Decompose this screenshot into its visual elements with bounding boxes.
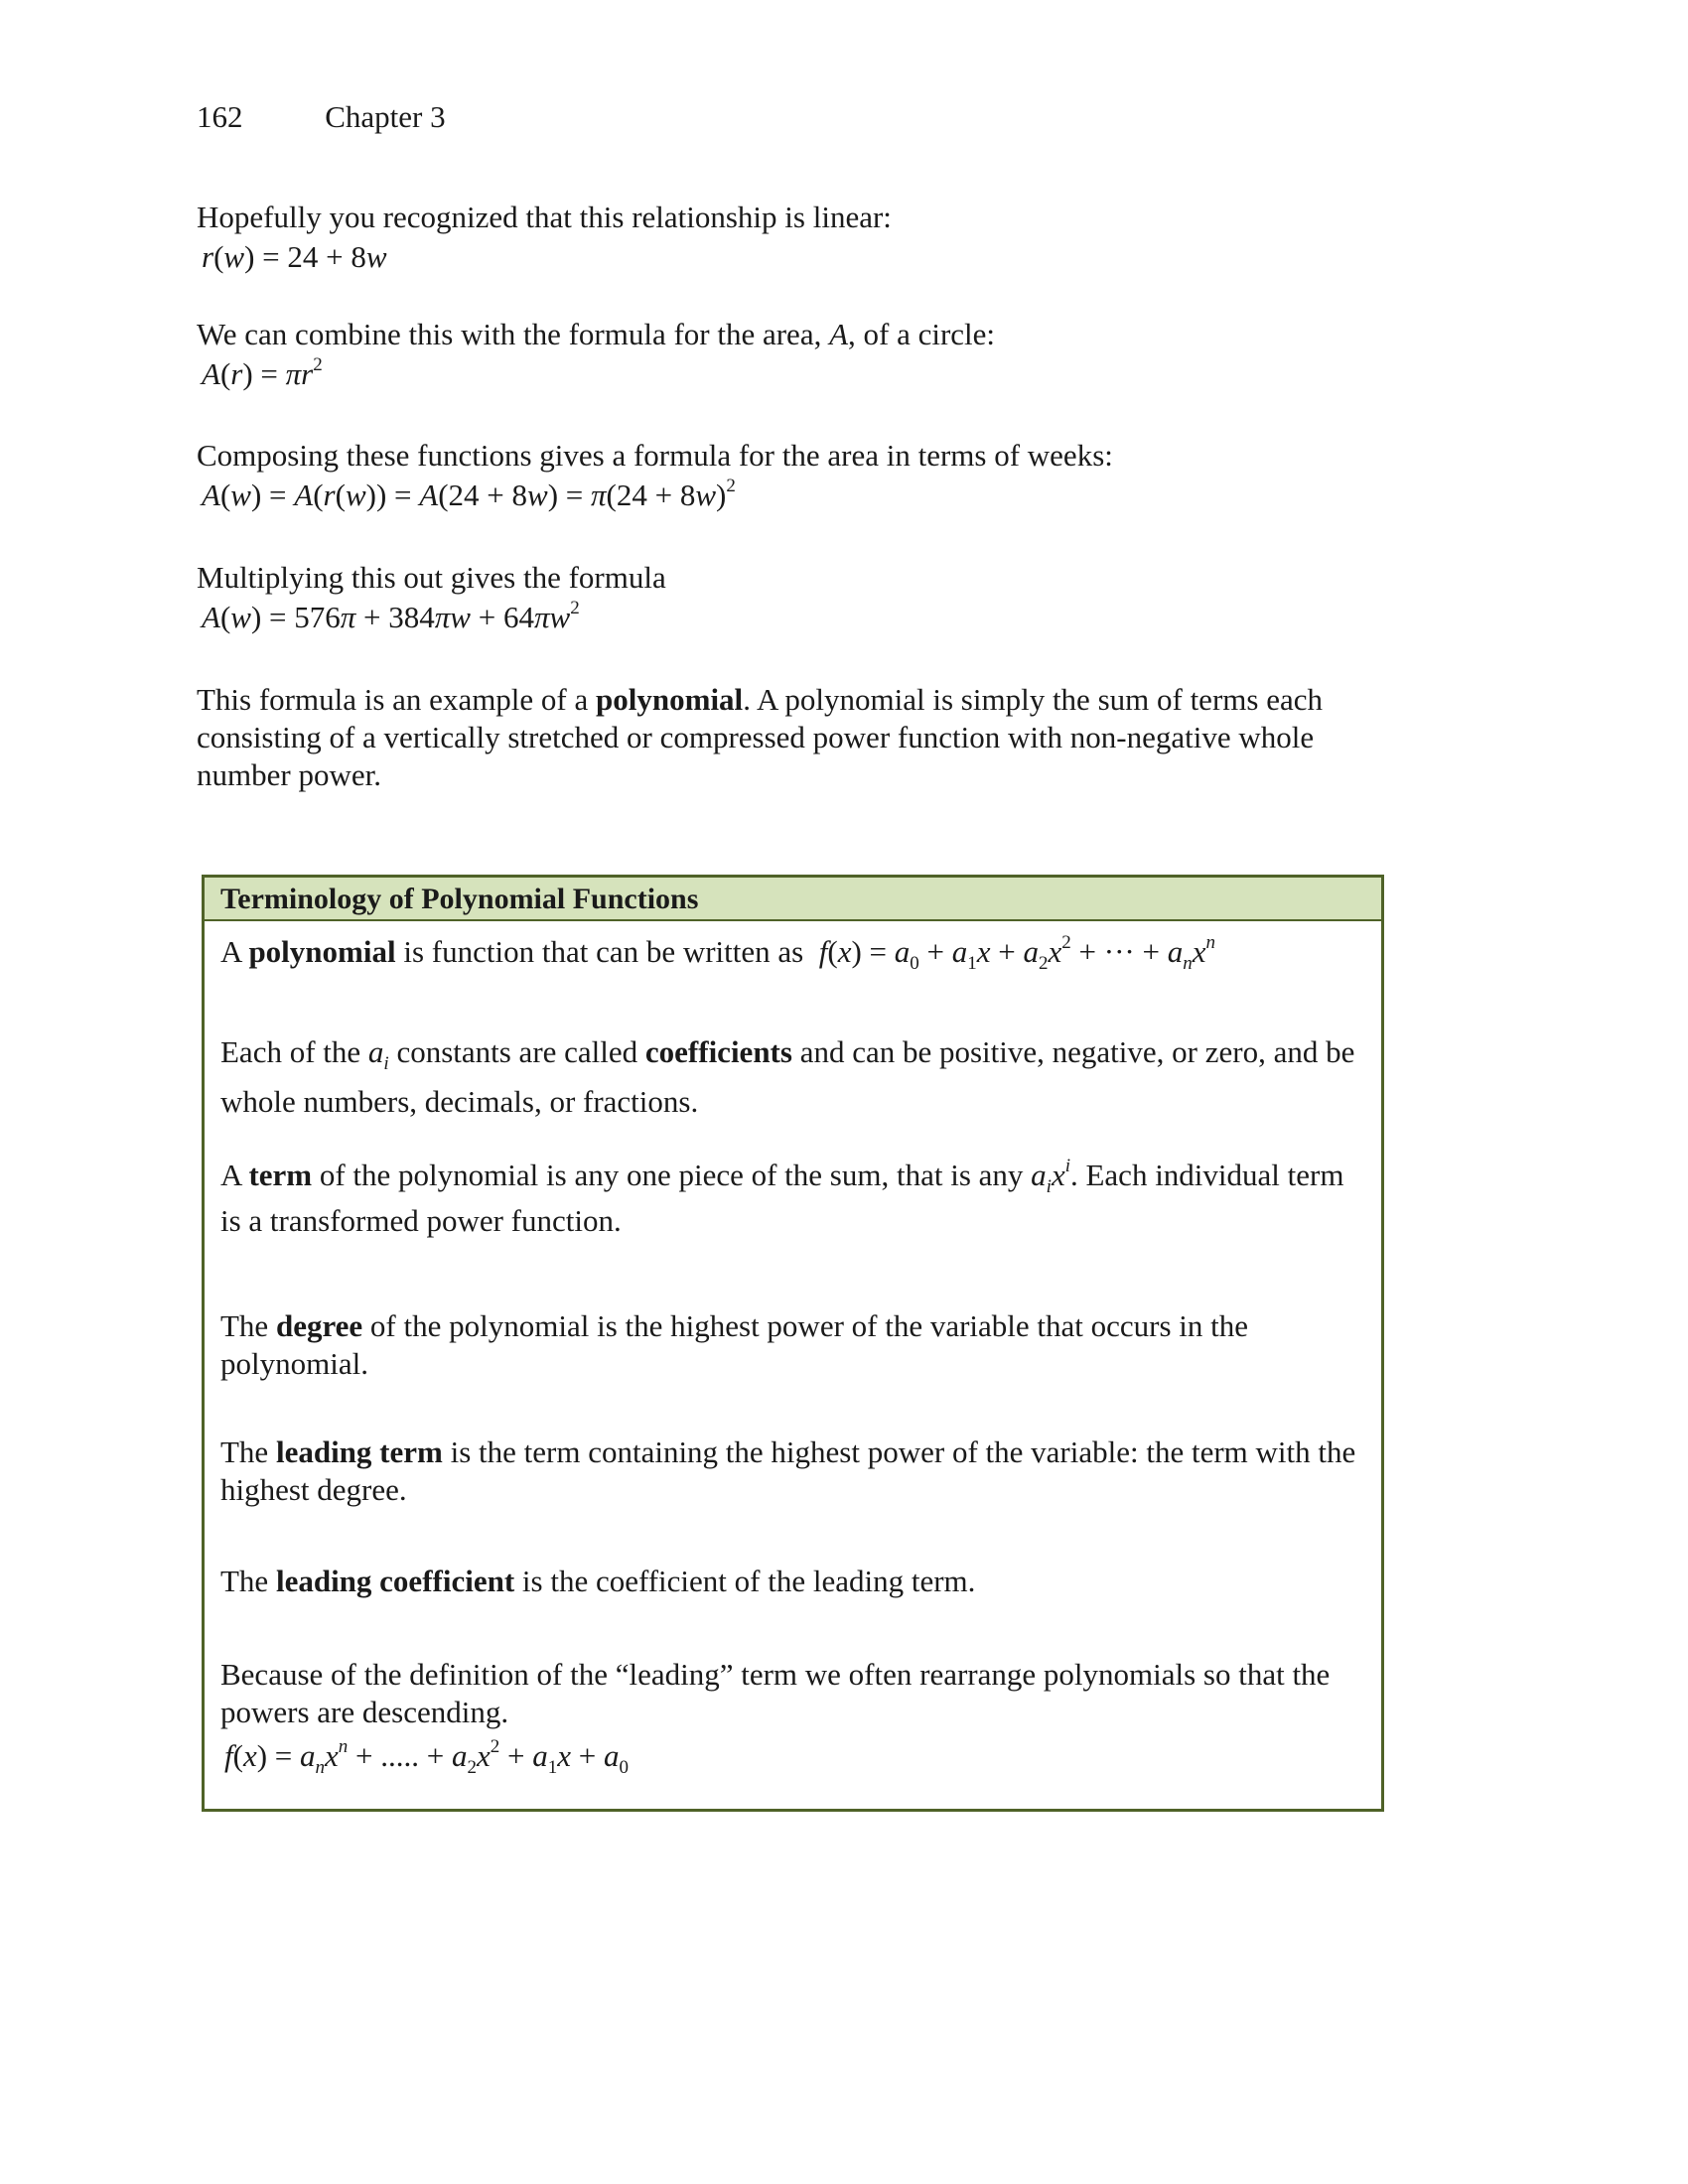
definition-leading-coefficient [220,1563,1362,1600]
paragraph-text: Multiplying this out gives the formula [197,560,666,595]
definition-term [220,1153,1362,1244]
coefficient-symbol: $a_i$ [367,1034,389,1075]
text-part: A [220,1158,249,1192]
text-part: is the coefficient of the leading term. [514,1564,976,1598]
page-header [197,99,446,135]
text-part: of the polynomial is the highest power of the variable that occurs in the polynomial. [220,1308,1249,1381]
text-part: Each of the [220,1034,368,1069]
paragraph-text [197,316,1388,353]
text-part: The [220,1434,276,1469]
text-part: We can combine this with the formula for the area, [197,317,830,351]
equation-circle-area: $A(r) = \pi r^2$ [202,354,323,391]
text-part: This formula is an example of a [197,682,597,717]
equation-composition: $A(w) = A(r(w)) = A(24 + 8w) = \pi(24 + 8w)^2$ [202,476,736,512]
bold-term: degree [275,1308,363,1343]
chapter-label: Chapter 3 [325,99,446,134]
terminology-box [202,875,1384,1812]
box-title: Terminology of Polynomial Functions [205,878,1381,921]
intro-paragraph-4 [197,559,1388,636]
definition-polynomial [220,932,1362,974]
text-part: of the polynomial is any one piece of the sum, that is any [312,1158,1032,1192]
formula-term: $a_ix^i$ [1031,1156,1070,1197]
equation-linear: r(w) = 24 + 8w [202,239,387,274]
text-part: is the term containing the highest power of the variable: the term with the highest degree. [220,1434,1356,1507]
text-part: A [220,934,249,969]
text-part: , of a circle: [848,317,996,351]
bold-term: coefficients [644,1034,792,1069]
text-part: The [220,1308,276,1343]
definition-degree [220,1307,1362,1383]
bold-term: leading coefficient [275,1564,515,1598]
text-part: Because of the definition of the “leading” term we often rearrange polynomials so that the powers are descending. [220,1657,1331,1729]
bold-term: polynomial [248,934,396,969]
text-part: and can be positive, negative, or zero, and be whole numbers, decimals, or fractions. [220,1034,1355,1120]
intro-paragraph-1 [197,199,1388,276]
text-part: is function that can be written as [395,934,811,969]
bold-term: term [248,1158,313,1192]
intro-paragraph-2 [197,316,1388,393]
equation-expanded: $A(w) = 576\pi + 384\pi w + 64\pi w^2$ [202,598,580,634]
paragraph-text [197,681,1388,794]
bold-term: leading term [275,1434,443,1469]
paragraph-text: Hopefully you recognized that this relationship is linear: [197,200,892,234]
paragraph-text: Composing these functions gives a formula for the area in terms of weeks: [197,438,1113,473]
definition-descending [220,1656,1362,1778]
variable-a: A [829,317,849,351]
formula-descending: $f(x) = a_nx^n$ + ..... + $a_2x^2 + a_1x + a_0$ [224,1736,630,1778]
text-part: . A polynomial is simply the sum of terms each consisting of a vertically stretched or compressed power function with non-negative whole number power. [197,682,1323,792]
text-part: constants are called [388,1034,645,1069]
text-part: . Each individual term is a transformed power function. [220,1158,1344,1238]
intro-paragraph-3 [197,437,1388,514]
intro-paragraph-5 [197,681,1388,794]
definition-coefficients [220,1033,1362,1121]
text-part: The [220,1564,276,1598]
page-number: 162 [197,99,243,134]
bold-term: polynomial [596,682,744,717]
formula-polynomial: $f(x) = a_0 + a_1x + a_2x^2$ + ··· + $a_nx^n$ [818,932,1215,974]
definition-leading-term [220,1433,1362,1509]
